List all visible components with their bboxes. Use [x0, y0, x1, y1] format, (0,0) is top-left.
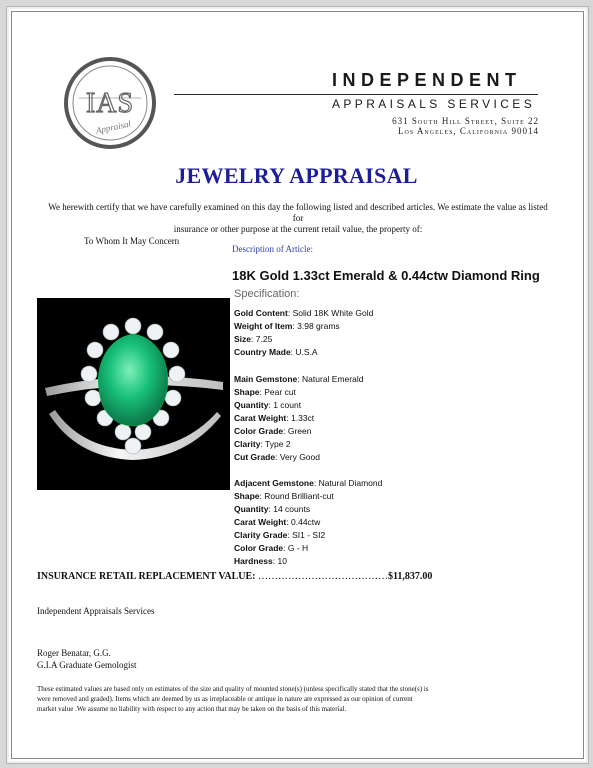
spec-adj-quantity: Quantity: 14 counts — [234, 504, 311, 514]
replacement-value-amount: $11,837.00 — [387, 571, 433, 582]
spec-main-shape: Shape: Pear cut — [234, 387, 296, 397]
header-rule — [174, 94, 538, 95]
certification-line-2: insurance or other purpose at the current retail value, the property of: — [173, 224, 423, 234]
signer-name: Roger Benatar, G.G. — [37, 648, 111, 658]
spec-main-cut: Cut Grade: Very Good — [234, 452, 320, 462]
item-title: 18K Gold 1.33ct Emerald & 0.44ctw Diamond Ring — [232, 268, 540, 283]
address-line-1: 631 South Hill Street, Suite 22 — [392, 116, 539, 126]
spec-main-quantity: Quantity: 1 count — [234, 400, 302, 410]
disclaimer-line-3: market value .We assume no liability with respect to any action that may be taken on the basis of this material. — [37, 705, 347, 713]
company-name: INDEPENDENT — [332, 70, 522, 90]
logo-subtext: Appraisal — [94, 118, 132, 136]
footer-company: Independent Appraisals Services — [37, 606, 155, 616]
spec-size: Size: 7.25 — [234, 334, 273, 344]
company-subtitle: APPRAISALS SERVICES — [332, 97, 536, 111]
spec-weight: Weight of Item: 3.98 grams — [234, 321, 340, 331]
signer-title: G.I.A Graduate Gemologist — [37, 660, 137, 670]
disclaimer-line-2: were removed and graded). Items which are deemed by us as irreplaceable or antique in nature are expressed as our opinion of current — [37, 695, 413, 703]
disclaimer — [37, 684, 557, 714]
spec-adj-carat: Carat Weight: 0.44ctw — [234, 517, 321, 527]
logo-text: IAS — [85, 88, 135, 119]
specification-label: Specification: — [234, 288, 300, 300]
description-label: Description of Article: — [232, 244, 313, 254]
spec-main-color: Color Grade: Green — [234, 426, 312, 436]
spec-main-gemstone: Main Gemstone: Natural Emerald — [234, 374, 364, 384]
certification-text — [48, 202, 548, 235]
document-title: JEWELRY APPRAISAL — [175, 163, 418, 188]
replacement-value-dots: ………………………………… — [257, 571, 388, 582]
replacement-value-line — [37, 571, 432, 582]
owner-name: To Whom It May Concern — [84, 236, 180, 246]
spec-gold-content: Gold Content: Solid 18K White Gold — [234, 308, 374, 318]
disclaimer-line-1: These estimated values are based only on estimates of the size and quality of mounted stone(s) (unless specifically stated that the stone(s) is — [37, 685, 429, 693]
spec-adj-color: Color Grade: G - H — [234, 543, 309, 553]
ring-photo — [37, 298, 230, 490]
spec-country: Country Made: U.S.A — [234, 347, 318, 357]
spec-adj-clarity: Clarity Grade: SI1 - SI2 — [234, 530, 326, 540]
spec-adj-gemstone: Adjacent Gemstone: Natural Diamond — [234, 478, 383, 488]
spec-adj-hardness: Hardness: 10 — [234, 556, 287, 566]
replacement-value-label: INSURANCE RETAIL REPLACEMENT VALUE: — [37, 571, 256, 582]
spec-main-carat: Carat Weight: 1.33ct — [234, 413, 315, 423]
ias-logo — [63, 56, 157, 150]
spec-adj-shape: Shape: Round Brilliant-cut — [234, 491, 334, 501]
address-line-2: Los Angeles, California 90014 — [397, 126, 539, 136]
certification-line-1: We herewith certify that we have carefully examined on this day the following listed and described articles. We estimate the value as listed for — [48, 202, 548, 223]
spec-main-clarity: Clarity: Type 2 — [234, 439, 291, 449]
